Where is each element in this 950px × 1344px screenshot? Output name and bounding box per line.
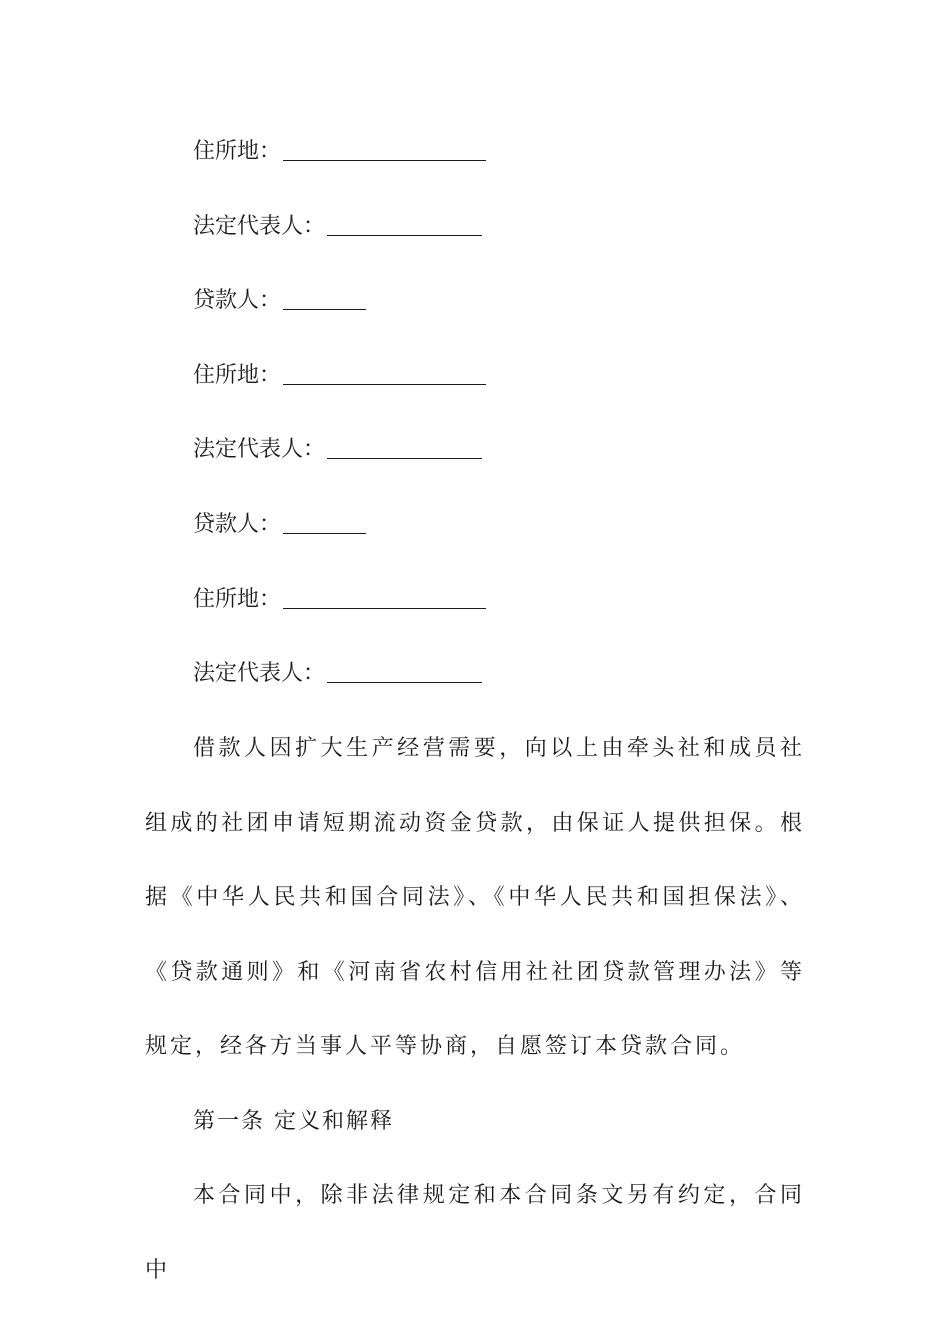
address-label: 住所地： <box>193 139 282 164</box>
preamble-paragraph: 借款人因扩大生产经营需要，向以上由牵头社和成员社组成的社团申请短期流动资金贷款，由保证人提供担保。根据《中华人民共和国合同法》、《中华人民共和国担保法》、《贷款通则》和《河南省农村信用社社团贷款管理办法》等规定，经各方当事人平等协商，自愿签订本贷款合同。 <box>145 736 805 1059</box>
legal-representative-blank <box>327 681 482 683</box>
address-field-3 <box>193 585 486 615</box>
lender-field-1 <box>193 286 366 316</box>
address-field-2 <box>193 361 486 391</box>
lender-field-2 <box>193 510 366 540</box>
lender-blank <box>283 308 366 310</box>
legal-representative-field-2 <box>193 435 482 465</box>
legal-representative-label: 法定代表人： <box>193 437 326 462</box>
lender-blank <box>283 532 366 534</box>
legal-representative-blank <box>327 457 482 459</box>
address-blank <box>283 383 486 385</box>
address-field-1 <box>193 137 486 167</box>
legal-representative-label: 法定代表人： <box>193 214 326 239</box>
legal-representative-field-1 <box>193 212 482 242</box>
address-label: 住所地： <box>193 587 282 612</box>
legal-representative-label: 法定代表人： <box>193 661 326 686</box>
article-1-title: 第一条 定义和解释 <box>193 1109 394 1134</box>
address-blank <box>283 159 486 161</box>
address-blank <box>283 607 486 609</box>
legal-representative-blank <box>327 234 482 236</box>
address-label: 住所地： <box>193 363 282 388</box>
lender-label: 贷款人： <box>193 512 282 537</box>
article-1-text: 本合同中，除非法律规定和本合同条文另有约定，合同中 <box>145 1183 805 1283</box>
legal-representative-field-3 <box>193 659 482 689</box>
lender-label: 贷款人： <box>193 288 282 313</box>
